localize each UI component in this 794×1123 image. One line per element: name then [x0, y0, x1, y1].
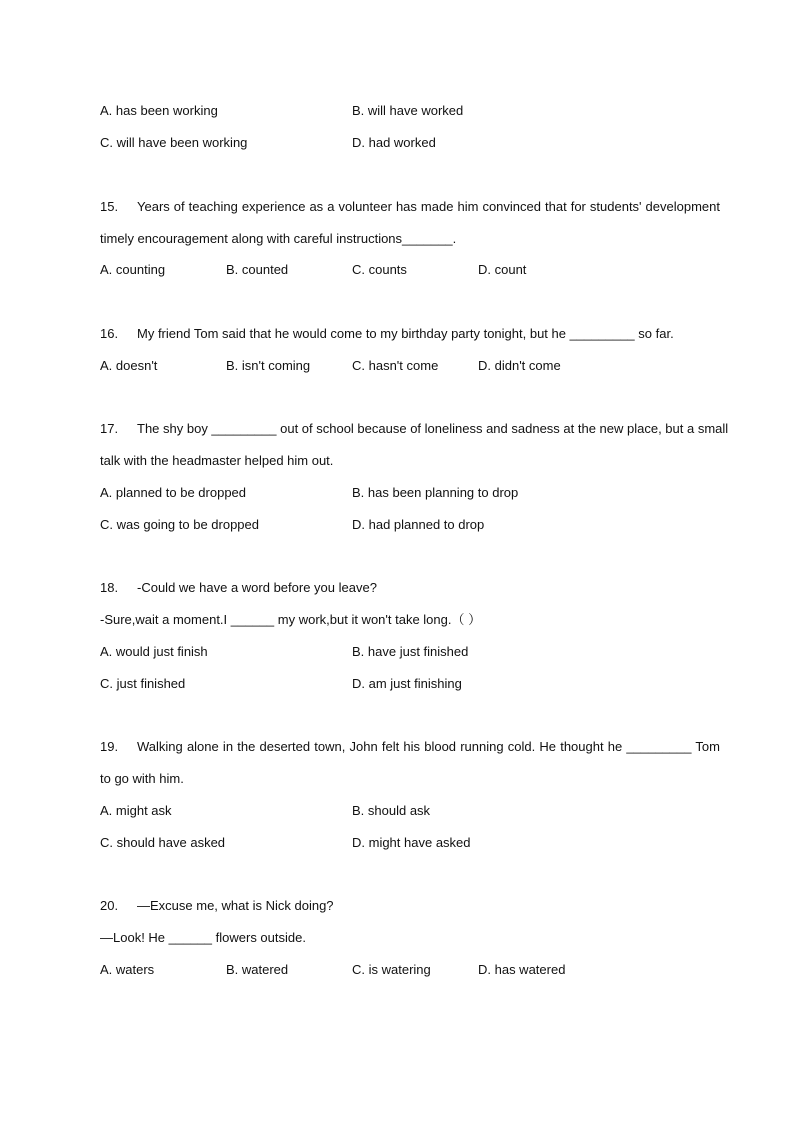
q20-number: 20.: [100, 898, 119, 913]
q15-option-b: B. counted: [226, 262, 289, 277]
q17-number: 17.: [100, 421, 119, 436]
q17-stem-line2: talk with the headmaster helped him out.: [100, 453, 334, 468]
q16-stem-line1: [100, 327, 674, 340]
q18-stem-text1: -Could we have a word before you leave?: [137, 580, 377, 595]
q20-option-c: C. is watering: [352, 962, 431, 977]
q19-option-d: D. might have asked: [352, 835, 471, 850]
q18-number: 18.: [100, 580, 119, 595]
q16-number: 16.: [100, 326, 119, 341]
q14-option-b: B. will have worked: [352, 103, 464, 118]
q19-stem-line1: [100, 740, 720, 753]
q14-option-d: D. had worked: [352, 135, 436, 150]
q15-stem-line1: [100, 200, 720, 213]
q16-option-a: A. doesn't: [100, 358, 158, 373]
q15-stem-text1: Years of teaching experience as a volunteer has made him convinced that for students' development: [137, 199, 720, 214]
q18-option-c: C. just finished: [100, 676, 186, 691]
q18-option-a: A. would just finish: [100, 644, 208, 659]
q20-option-b: B. watered: [226, 962, 289, 977]
q17-option-c: C. was going to be dropped: [100, 517, 259, 532]
q20-stem-line1: [100, 899, 334, 912]
q17-stem-text1: The shy boy _________ out of school because of loneliness and sadness at the new place, but a small: [137, 421, 729, 436]
q17-option-b: B. has been planning to drop: [352, 485, 519, 500]
q16-stem-text1: My friend Tom said that he would come to my birthday party tonight, but he _________ so far.: [137, 326, 674, 341]
q18-stem-line1: [100, 581, 377, 594]
q19-option-b: B. should ask: [352, 803, 431, 818]
q18-stem-line2: -Sure,wait a moment.I ______ my work,but it won't take long.（ ）: [100, 612, 482, 627]
q19-option-c: C. should have asked: [100, 835, 226, 850]
q17-option-a: A. planned to be dropped: [100, 485, 247, 500]
q19-number: 19.: [100, 739, 119, 754]
q17-stem-line1: [100, 421, 729, 436]
q20-option-a: A. waters: [100, 962, 155, 977]
q16-option-d: D. didn't come: [478, 358, 561, 373]
q18-option-b: B. have just finished: [352, 644, 469, 659]
q15-stem-line2: timely encouragement along with careful instructions_______.: [100, 231, 457, 246]
q15-number: 15.: [100, 199, 119, 214]
q20-option-d: D. has watered: [478, 962, 566, 977]
q15-option-a: A. counting: [100, 262, 166, 277]
q18-option-d: D. am just finishing: [352, 676, 462, 691]
q20-stem-text1: —Excuse me, what is Nick doing?: [137, 898, 334, 913]
q19-option-a: A. might ask: [100, 803, 172, 818]
q20-stem-line2: —Look! He ______ flowers outside.: [100, 930, 306, 945]
q15-option-c: C. counts: [352, 262, 407, 277]
q15-option-d: D. count: [478, 262, 527, 277]
q16-option-c: C. hasn't come: [352, 358, 439, 373]
q14-option-c: C. will have been working: [100, 135, 248, 150]
q19-stem-line2: to go with him.: [100, 771, 184, 786]
q17-option-d: D. had planned to drop: [352, 517, 485, 532]
q19-stem-text1: Walking alone in the deserted town, John felt his blood running cold. He thought he _________ Tom: [137, 739, 720, 754]
q14-option-a: A. has been working: [100, 103, 218, 118]
q16-option-b: B. isn't coming: [226, 358, 311, 373]
